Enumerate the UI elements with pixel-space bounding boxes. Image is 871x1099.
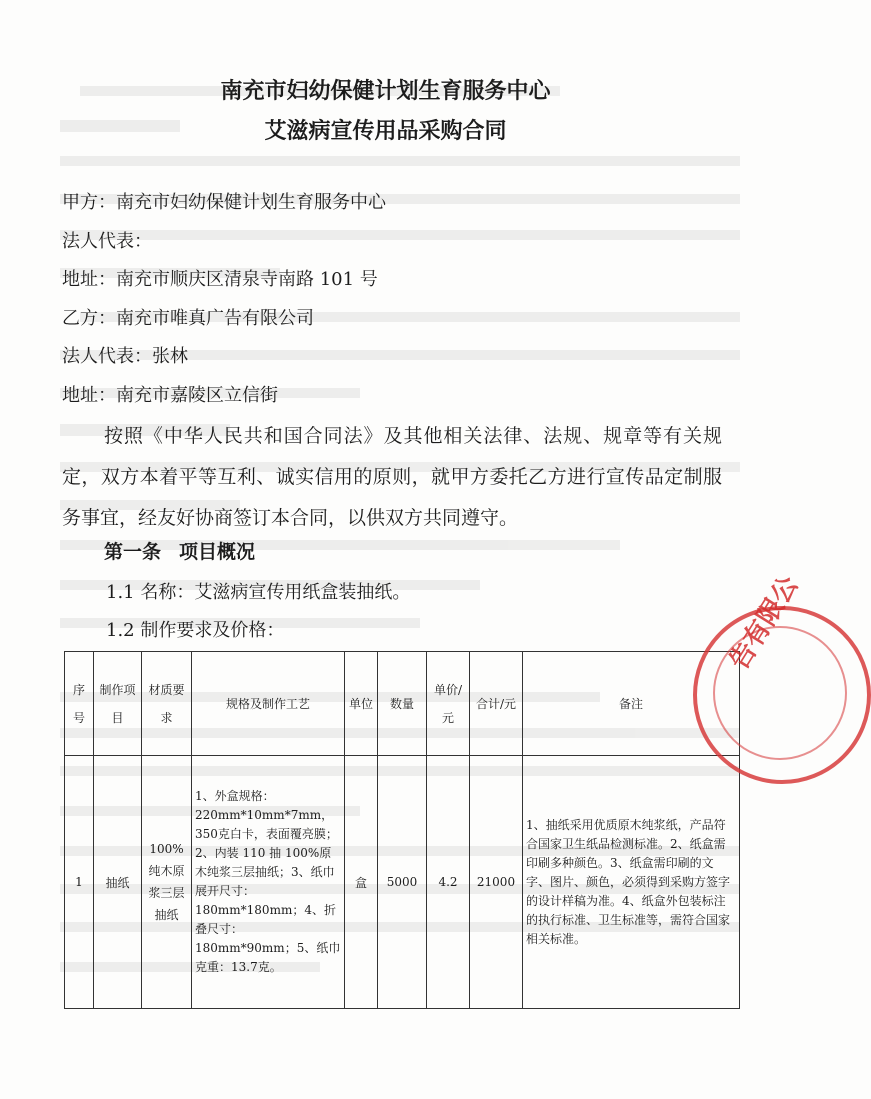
header-item: 制作项目 [94, 652, 142, 756]
article-1-title: 项目概况 [179, 541, 256, 563]
preamble-paragraph: 按照《中华人民共和国合同法》及其他相关法律、法规、规章等有关规定，双方本着平等互利、诚实信用的原则，就甲方委托乙方进行宣传品定制服务事宜，经友好协商签订本合同，以供双方共同遵守。 [62, 425, 722, 529]
product-spec-table [64, 651, 740, 1009]
cell-unit: 盒 [345, 756, 378, 1009]
item-1-1: 1.1 名称：艾滋病宣传用纸盒装抽纸。 [106, 582, 411, 603]
article-1-number: 第一条 [104, 541, 162, 563]
cell-remarks: 1、抽纸采用优质原木纯浆纸，产品符合国家卫生纸品检测标准。2、纸盒需印刷多种颜色。3、纸盒需印刷的文字、图片、颜色，必须得到采购方签字的设计样稿为准。4、纸盒外包装标注的执行标准、卫生标准等，需符合国家相关标准。 [523, 756, 740, 1009]
cell-item: 抽纸 [94, 756, 142, 1009]
header-material: 材质要求 [142, 652, 192, 756]
party-a-name: 甲方：南充市妇幼保健计划生育服务中心 [62, 192, 386, 213]
party-b-address: 地址：南充市嘉陵区立信街 [62, 385, 278, 406]
header-unit: 单位 [345, 652, 378, 756]
company-seal-text: 告有限公 [724, 570, 805, 676]
contract-title-line-1: 南充市妇幼保健计划生育服务中心 [220, 79, 551, 104]
cell-total: 21000 [470, 756, 523, 1009]
article-1-heading [104, 537, 255, 564]
party-b-name: 乙方：南充市唯真广告有限公司 [62, 308, 314, 329]
party-a-legal-representative: 法人代表： [62, 231, 152, 252]
party-a-address: 地址：南充市顺庆区清泉寺南路 101 号 [62, 269, 378, 290]
table-header-row [65, 652, 740, 756]
cell-index: 1 [65, 756, 94, 1009]
header-total: 合计/元 [470, 652, 523, 756]
contract-title-line-2: 艾滋病宣传用品采购合同 [264, 119, 507, 144]
cell-unit-price: 4.2 [427, 756, 470, 1009]
header-quantity: 数量 [378, 652, 427, 756]
table-row [65, 756, 740, 1009]
cell-spec: 1、外盒规格：220mm*10mm*7mm，350克白卡，表面覆亮膜；2、内装 110 抽 100%原木纯浆三层抽纸；3、纸巾展开尺寸：180mm*180mm；4、折叠尺寸：180mm*90mm；5、纸巾克重：13.7克。 [192, 756, 345, 1009]
header-spec: 规格及制作工艺 [192, 652, 345, 756]
cell-material: 100%纯木原浆三层抽纸 [142, 756, 192, 1009]
item-1-2: 1.2 制作要求及价格： [106, 620, 285, 641]
party-b-legal-representative: 法人代表：张林 [62, 346, 188, 367]
cell-quantity: 5000 [378, 756, 427, 1009]
header-unit-price: 单价/元 [427, 652, 470, 756]
header-remarks: 备注 [523, 652, 740, 756]
header-index: 序号 [65, 652, 94, 756]
